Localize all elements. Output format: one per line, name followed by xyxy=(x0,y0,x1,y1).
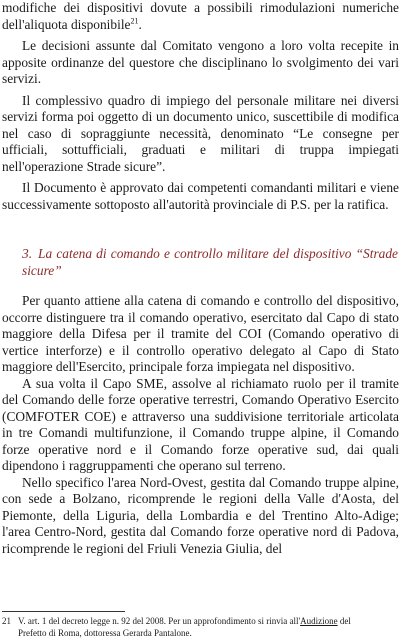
footnote-line: Prefetto di Roma, dottoressa Gerarda Pantalone. xyxy=(18,627,192,638)
section-number: 3. xyxy=(22,246,33,261)
paragraph-continued: modifiche dei dispositivi dovute a possibili rimodulazioni numeriche dell'aliquota disponibile$^{21}$. xyxy=(2,0,399,32)
section-title: La catena di comando e controllo militare del dispositivo “Strade sicure” xyxy=(22,246,398,278)
footnote-line xyxy=(2,616,399,628)
footnote-text: del xyxy=(337,616,351,626)
paragraph-text: modifiche dei dispositivi dovute a possibili rimodulazioni numeriche dell'aliquota disponibile xyxy=(2,0,399,32)
footnote xyxy=(2,616,399,639)
footnote-link[interactable]: Audizione xyxy=(300,616,338,626)
text-block-body xyxy=(2,293,399,557)
paragraph: A sua volta il Capo SME, assolve al richiamato ruolo per il tramite del Comando delle forze operative terrestri, Comando Operativo Esercito (COMFOTER COE) e attraverso una suddivisione territoriale articolata in tre Comandi multifunzione, il Comando truppe alpine, il Comando forze operative nord e il Comando forze operative sud, dai quali dipendono i raggruppamenti che operano sul terreno. xyxy=(2,375,399,473)
footnote-ref[interactable]: 21 xyxy=(130,16,139,26)
paragraph: Le decisioni assunte dal Comitato vengono a loro volta recepite in apposite ordinanze del questore che disciplinano lo svolgimento dei vari servizi. xyxy=(2,38,399,86)
section-heading xyxy=(22,246,398,279)
paragraph: Nello specifico l'area Nord-Ovest, gestita dal Comando truppe alpine, con sede a Bolzano, ricomprende le regioni della Valle d'Aosta, del Piemonte, della Liguria, della Lombardia e del Trentino Alto-Adige; l'area Centro-Nord, gestita dal Comando forze operative nord di Padova, ricomprende le regioni del Friuli Venezia Giulia, del xyxy=(2,474,399,556)
paragraph: Il Documento è approvato dai competenti comandanti militari e viene successivamente sottoposto all'autorità provinciale di P.S. per la ratifica. xyxy=(2,180,399,212)
paragraph: Per quanto attiene alla catena di comando e controllo del dispositivo, occorre distinguere tra il comando operativo, esercitato dal Capo di stato maggiore della Difesa per il tramite del COI (Comando operativo di vertice interforze) e il controllo operativo delegato al Capo di Stato maggiore dell'Esercito, principale forza impiegata nel dispositivo. xyxy=(2,293,399,374)
footnote-text: V. art. 1 del decreto legge n. 92 del 2008. Per un approfondimento si rinvia all' xyxy=(18,616,301,626)
paragraph: Il complessivo quadro di impiego del personale militare nei diversi servizi forma poi oggetto di un documento unico, suscettibile di modifica nel caso di sopraggiunte necessità, denominato “Le consegne per ufficiali, sottufficiali, graduati e militari di truppa impiegati nell'operazione Strade sicure”. xyxy=(2,92,399,174)
footnote-number: 21 xyxy=(2,616,11,626)
text-block-top xyxy=(2,0,399,213)
footnote-divider xyxy=(2,611,125,612)
